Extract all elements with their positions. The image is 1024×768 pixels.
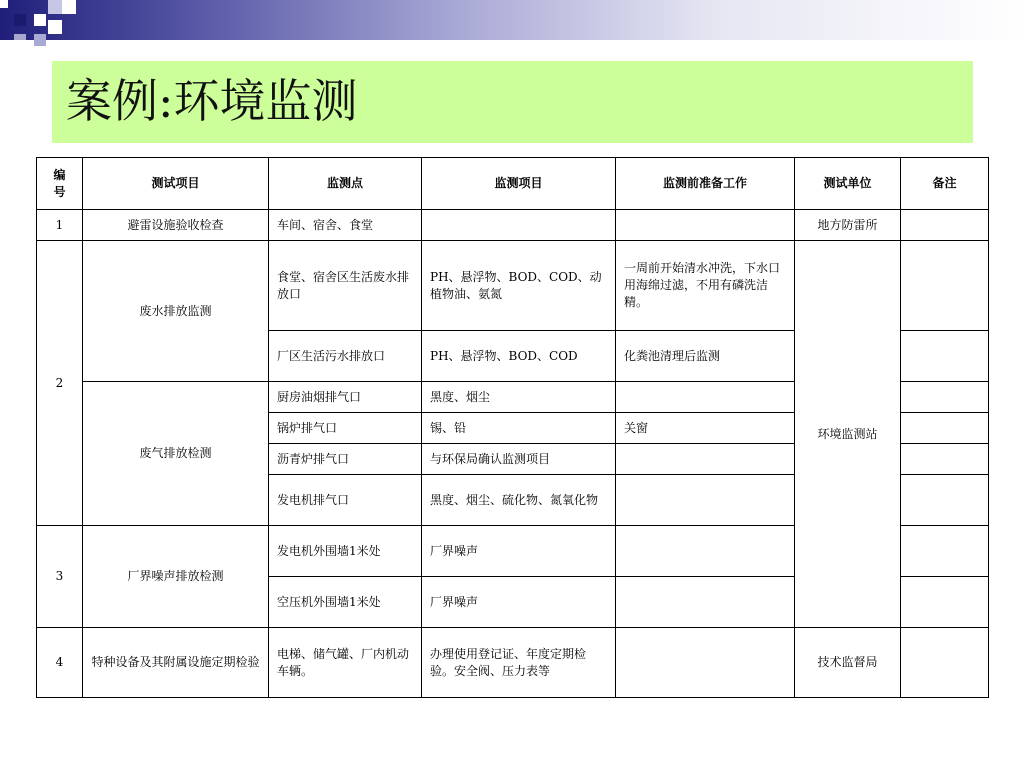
row-note (901, 444, 989, 475)
row-target: 黑度、烟尘、硫化物、氮氧化物 (422, 475, 616, 526)
header-row (37, 158, 989, 210)
decor-square (48, 20, 62, 34)
row-prep (616, 628, 795, 698)
title-banner (52, 61, 973, 143)
row-unit: 环境监测站 (795, 241, 901, 628)
row-point: 空压机外围墙1米处 (269, 577, 422, 628)
row-prep (616, 210, 795, 241)
row-unit: 地方防雷所 (795, 210, 901, 241)
row-point: 锅炉排气口 (269, 413, 422, 444)
row-prep (616, 444, 795, 475)
row-point: 发电机排气口 (269, 475, 422, 526)
row-target: PH、悬浮物、BOD、COD、动植物油、氨氮 (422, 241, 616, 331)
header-prep: 监测前准备工作 (616, 158, 795, 210)
row-unit: 技术监督局 (795, 628, 901, 698)
row-point: 食堂、宿舍区生活废水排放口 (269, 241, 422, 331)
table-row (37, 210, 989, 241)
slide-title: 案例:环境监测 (66, 74, 358, 128)
row-item: 避雷设施验收检查 (83, 210, 269, 241)
row-prep: 关窗 (616, 413, 795, 444)
row-item: 废水排放监测 (83, 241, 269, 382)
row-id: 1 (37, 210, 83, 241)
row-point: 沥青炉排气口 (269, 444, 422, 475)
decor-square (14, 34, 26, 46)
row-id: 3 (37, 526, 83, 628)
decor-square (0, 0, 8, 8)
row-point: 厂区生活污水排放口 (269, 331, 422, 382)
row-note (901, 475, 989, 526)
row-note (901, 577, 989, 628)
row-id: 2 (37, 241, 83, 526)
row-item: 厂界噪声排放检测 (83, 526, 269, 628)
table-row (37, 241, 989, 331)
decor-square (34, 34, 46, 46)
row-target: 与环保局确认监测项目 (422, 444, 616, 475)
header-id: 编 号 (37, 158, 83, 210)
row-point: 电梯、储气罐、厂内机动车辆。 (269, 628, 422, 698)
header-point: 监测点 (269, 158, 422, 210)
row-target: 锡、铅 (422, 413, 616, 444)
monitoring-table (36, 157, 989, 698)
decor-square (62, 0, 76, 14)
row-target (422, 210, 616, 241)
header-decoration (0, 0, 1024, 40)
row-item: 特种设备及其附属设施定期检验 (83, 628, 269, 698)
row-note (901, 331, 989, 382)
row-point: 厨房油烟排气口 (269, 382, 422, 413)
row-target: 黑度、烟尘 (422, 382, 616, 413)
row-point: 车间、宿舍、食堂 (269, 210, 422, 241)
row-prep (616, 382, 795, 413)
decor-square (34, 14, 46, 26)
row-prep: 一周前开始清水冲洗，下水口用海绵过滤，不用有磷洗洁精。 (616, 241, 795, 331)
header-item: 测试项目 (83, 158, 269, 210)
row-prep (616, 475, 795, 526)
row-note (901, 210, 989, 241)
decor-square (48, 0, 62, 14)
row-note (901, 526, 989, 577)
row-target: PH、悬浮物、BOD、COD (422, 331, 616, 382)
row-target: 厂界噪声 (422, 526, 616, 577)
row-target: 办理使用登记证、年度定期检验。安全阀、压力表等 (422, 628, 616, 698)
row-note (901, 382, 989, 413)
row-note (901, 413, 989, 444)
row-item: 废气排放检测 (83, 382, 269, 526)
row-id: 4 (37, 628, 83, 698)
row-target: 厂界噪声 (422, 577, 616, 628)
decor-square (14, 14, 26, 26)
header-target: 监测项目 (422, 158, 616, 210)
row-point: 发电机外围墙1米处 (269, 526, 422, 577)
row-prep: 化粪池清理后监测 (616, 331, 795, 382)
table-row (37, 628, 989, 698)
header-note: 备注 (901, 158, 989, 210)
row-prep (616, 577, 795, 628)
row-note (901, 241, 989, 331)
row-note (901, 628, 989, 698)
row-prep (616, 526, 795, 577)
header-unit: 测试单位 (795, 158, 901, 210)
